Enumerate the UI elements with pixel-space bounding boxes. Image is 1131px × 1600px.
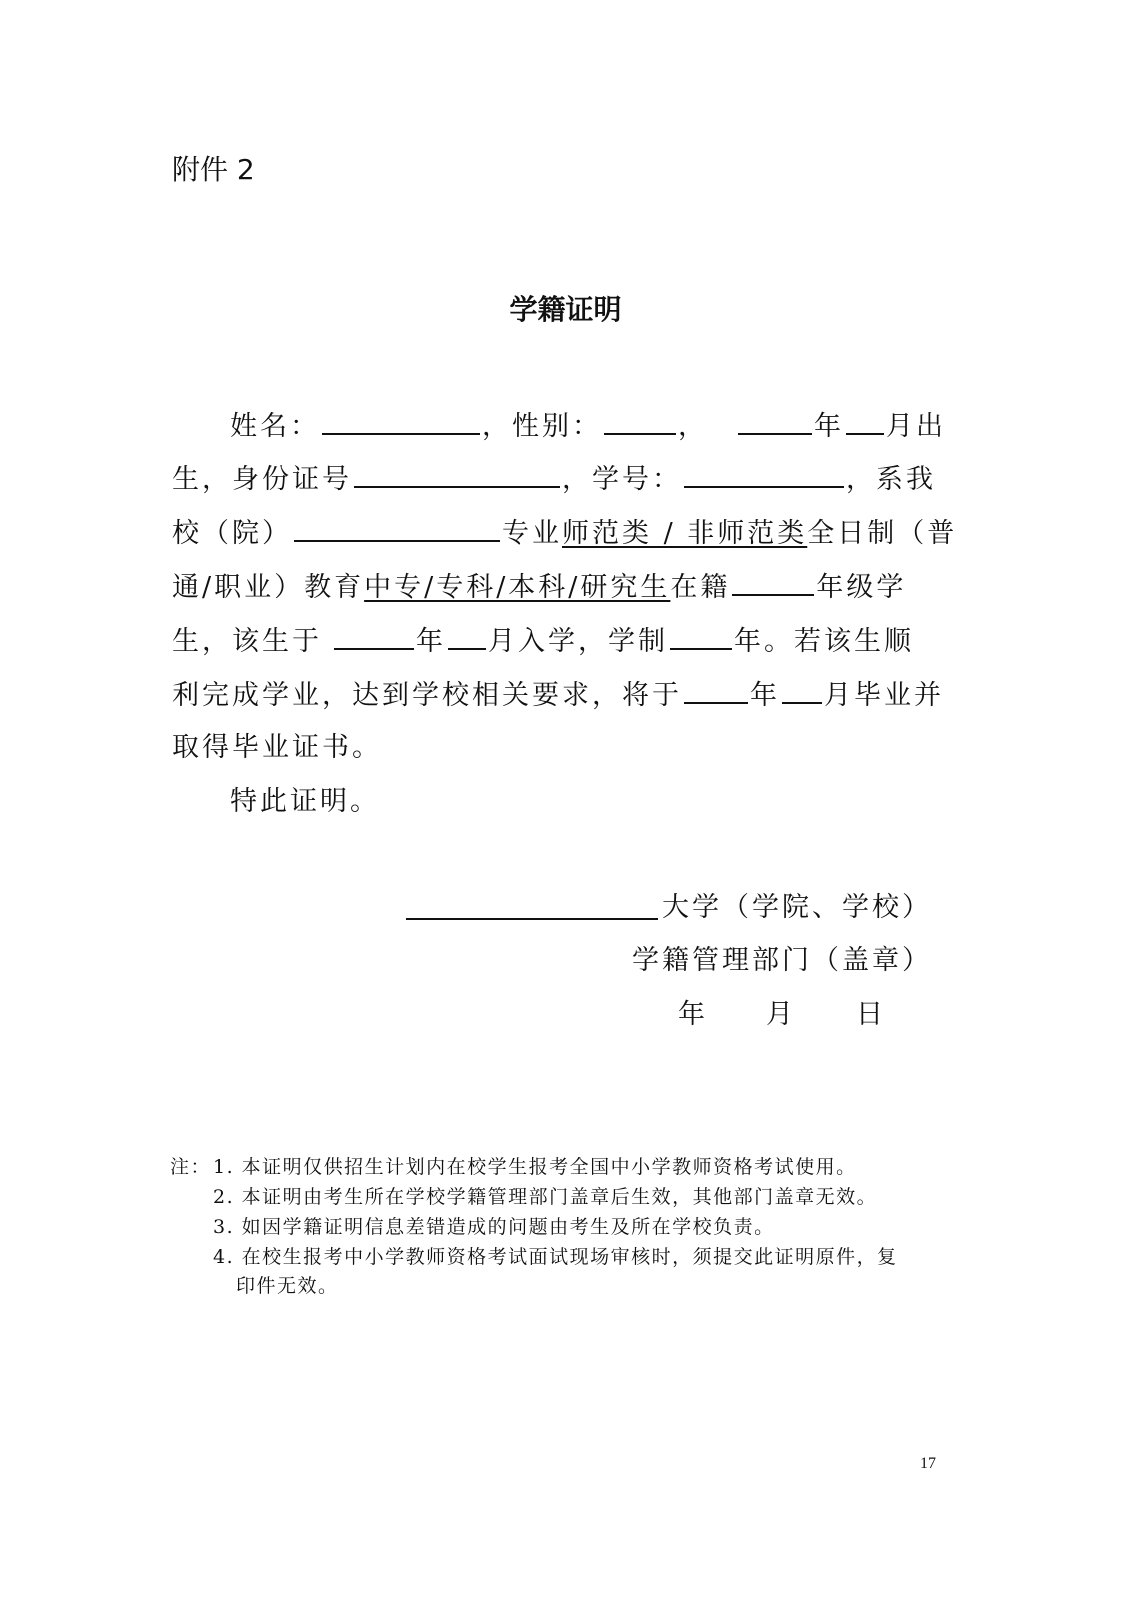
graduation-month-label: 月毕业并	[824, 680, 944, 711]
month-birth-label: 月出	[886, 411, 946, 442]
department-seal-label: 学籍管理部门（盖章）	[632, 945, 932, 976]
major-label: 专业	[502, 518, 562, 549]
id-label: 生，身份证号	[172, 464, 352, 495]
grade-label: 年级学	[816, 572, 907, 603]
grade-blank	[732, 566, 814, 596]
fulltime-label: 全日制（普	[807, 518, 958, 549]
body-line-1	[230, 405, 946, 445]
graduation-year-label: 年	[750, 680, 780, 711]
document-title: 学籍证明	[509, 293, 622, 326]
body-line-4	[172, 566, 906, 606]
date-month: 月	[766, 999, 796, 1030]
education-level-options: 中专/专科/本科/研究生	[364, 572, 671, 603]
body-line-7	[172, 728, 382, 768]
graduation-label: 利完成学业，达到学校相关要求，将于	[172, 680, 682, 711]
closing-text	[230, 782, 380, 822]
note-item-4: 4. 在校生报考中小学教师资格考试面试现场审核时，须提交此证明原件，复	[213, 1246, 898, 1268]
name-label: 姓名：	[230, 411, 320, 442]
date-year: 年	[678, 999, 708, 1030]
gender-label: ，性别：	[482, 411, 602, 442]
body-line-3	[172, 512, 957, 552]
admission-month-label: 月入学，学制	[488, 626, 668, 657]
enrolled-label: 在籍	[670, 572, 731, 603]
closing-label: 特此证明。	[230, 786, 380, 817]
student-id-blank	[684, 458, 844, 488]
body-line-6	[172, 674, 944, 714]
admission-month-blank	[448, 620, 486, 650]
major-blank	[294, 512, 500, 542]
attachment-label: 附件 2	[172, 153, 255, 186]
note-item-3: 3. 如因学籍证明信息差错造成的问题由考生及所在学校负责。	[213, 1216, 775, 1238]
student-id-label: ，学号：	[562, 464, 682, 495]
diploma-label: 取得毕业证书。	[172, 732, 382, 763]
note-item-4-continued: 印件无效。	[236, 1275, 339, 1297]
id-number-blank	[354, 458, 560, 488]
normal-type-options: 师范类 / 非师范类	[562, 518, 808, 549]
duration-label: 年。若该生顺	[734, 626, 914, 657]
date-day: 日	[856, 999, 886, 1030]
school-suffix: 大学（学院、学校）	[662, 892, 932, 923]
body-line-5	[172, 620, 914, 660]
graduation-month-blank	[782, 674, 822, 704]
admission-label: 生，该生于	[172, 626, 322, 657]
name-blank	[322, 405, 480, 435]
graduation-year-blank	[684, 674, 748, 704]
notes-prefix: 注：	[170, 1156, 212, 1178]
year-label: 年	[814, 411, 844, 442]
body-line-2	[172, 458, 936, 498]
school-name-blank	[406, 918, 658, 920]
gender-blank	[604, 405, 676, 435]
department-label: ，系我	[846, 464, 936, 495]
page-number: 17	[920, 1455, 936, 1472]
note-item-1: 1. 本证明仅供招生计划内在校学生报考全国中小学教师资格考试使用。	[213, 1156, 857, 1178]
school-label: 校（院）	[172, 518, 292, 549]
admission-year-label: 年	[416, 626, 446, 657]
birth-month-blank	[846, 405, 884, 435]
education-type-label: 通/职业）教育	[172, 572, 365, 603]
duration-blank	[670, 620, 732, 650]
note-item-2: 2. 本证明由考生所在学校学籍管理部门盖章后生效，其他部门盖章无效。	[213, 1186, 878, 1208]
admission-year-blank	[334, 620, 414, 650]
comma: ，	[678, 411, 708, 442]
birth-year-blank	[738, 405, 812, 435]
